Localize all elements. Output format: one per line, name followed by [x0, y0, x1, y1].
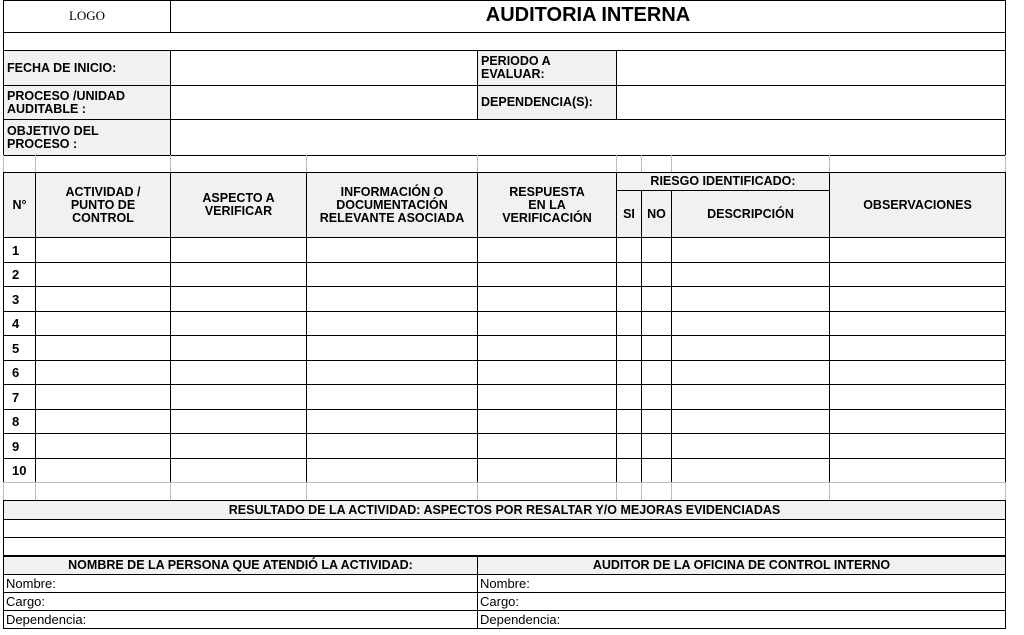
- cell-actividad[interactable]: [35, 360, 171, 385]
- row-num: 3: [3, 286, 36, 312]
- cell-respuesta[interactable]: [477, 360, 617, 385]
- field-objetivo[interactable]: [170, 119, 1006, 156]
- header-si: SI: [616, 190, 642, 238]
- cell-no[interactable]: [641, 311, 672, 336]
- header-aspecto: ASPECTO A VERIFICAR: [170, 172, 307, 238]
- cell-respuesta[interactable]: [477, 237, 617, 263]
- cell-descripcion[interactable]: [671, 384, 830, 410]
- cell-actividad[interactable]: [35, 311, 171, 336]
- cell-no[interactable]: [641, 286, 672, 312]
- cell-informacion[interactable]: [306, 384, 478, 410]
- cell-si[interactable]: [616, 237, 642, 263]
- label-objetivo: OBJETIVO DEL PROCESO :: [3, 119, 171, 156]
- cell-si[interactable]: [616, 384, 642, 410]
- row-num: 2: [3, 262, 36, 287]
- label-dependencia: DEPENDENCIA(S):: [477, 85, 617, 120]
- cell-si[interactable]: [616, 458, 642, 483]
- cell-informacion[interactable]: [306, 458, 478, 483]
- cell-observaciones[interactable]: [829, 433, 1006, 459]
- cell-aspecto[interactable]: [170, 409, 307, 434]
- label-periodo: PERIODO A EVALUAR:: [477, 50, 617, 86]
- field-proceso[interactable]: [170, 85, 478, 120]
- cell-respuesta[interactable]: [477, 335, 617, 361]
- cell-no[interactable]: [641, 384, 672, 410]
- cell-aspecto[interactable]: [170, 311, 307, 336]
- cell-actividad[interactable]: [35, 286, 171, 312]
- cell-informacion[interactable]: [306, 335, 478, 361]
- resultado-title: RESULTADO DE LA ACTIVIDAD: ASPECTOS POR RESALTAR Y/O MEJORAS EVIDENCIADAS: [3, 500, 1006, 520]
- row-num: 6: [3, 360, 36, 385]
- cell-actividad[interactable]: [35, 237, 171, 263]
- audit-form: [3, 0, 1006, 632]
- cell-aspecto[interactable]: [170, 286, 307, 312]
- cell-aspecto[interactable]: [170, 360, 307, 385]
- cell-respuesta[interactable]: [477, 384, 617, 410]
- persona-title: NOMBRE DE LA PERSONA QUE ATENDIÓ LA ACTIVIDAD:: [3, 556, 478, 575]
- cell-respuesta[interactable]: [477, 311, 617, 336]
- cell-informacion[interactable]: [306, 237, 478, 263]
- header-actividad: ACTIVIDAD / PUNTO DE CONTROL: [35, 172, 171, 238]
- cell-descripcion[interactable]: [671, 360, 830, 385]
- cell-actividad[interactable]: [35, 384, 171, 410]
- resultado-field-1[interactable]: [3, 519, 1006, 538]
- cell-observaciones[interactable]: [829, 360, 1006, 385]
- logo-box: [3, 0, 171, 33]
- label-proceso: PROCESO /UNIDAD AUDITABLE :: [3, 85, 171, 120]
- cell-descripcion[interactable]: [671, 335, 830, 361]
- cell-actividad[interactable]: [35, 335, 171, 361]
- cell-aspecto[interactable]: [170, 458, 307, 483]
- cell-no[interactable]: [641, 335, 672, 361]
- cell-no[interactable]: [641, 433, 672, 459]
- cell-informacion[interactable]: [306, 311, 478, 336]
- auditor-cargo[interactable]: Cargo:: [477, 592, 1006, 611]
- row-num: 7: [3, 384, 36, 410]
- header-informacion: INFORMACIÓN O DOCUMENTACIÓN RELEVANTE ASOCIADA: [306, 172, 478, 238]
- row-num: 1: [3, 237, 36, 263]
- row-num: 8: [3, 409, 36, 434]
- cell-respuesta[interactable]: [477, 409, 617, 434]
- title-box: [170, 0, 1006, 33]
- auditor-title: AUDITOR DE LA OFICINA DE CONTROL INTERNO: [477, 556, 1006, 575]
- cell-aspecto[interactable]: [170, 262, 307, 287]
- cell-descripcion[interactable]: [671, 262, 830, 287]
- header-riesgo: RIESGO IDENTIFICADO:: [616, 172, 830, 191]
- cell-observaciones[interactable]: [829, 286, 1006, 312]
- cell-respuesta[interactable]: [477, 286, 617, 312]
- cell-respuesta[interactable]: [477, 433, 617, 459]
- label-fecha-inicio: FECHA DE INICIO:: [3, 50, 171, 86]
- cell-informacion[interactable]: [306, 360, 478, 385]
- cell-informacion[interactable]: [306, 433, 478, 459]
- resultado-field-2[interactable]: [3, 537, 1006, 557]
- logo-text: LOGO: [68, 7, 106, 23]
- cell-descripcion[interactable]: [671, 433, 830, 459]
- cell-actividad[interactable]: [35, 433, 171, 459]
- field-fecha-inicio[interactable]: [170, 50, 478, 86]
- cell-no[interactable]: [641, 360, 672, 385]
- cell-observaciones[interactable]: [829, 409, 1006, 434]
- cell-no[interactable]: [641, 409, 672, 434]
- cell-observaciones[interactable]: [829, 384, 1006, 410]
- row-num: 4: [3, 311, 36, 336]
- cell-no[interactable]: [641, 458, 672, 483]
- cell-descripcion[interactable]: [671, 286, 830, 312]
- cell-si[interactable]: [616, 311, 642, 336]
- auditor-nombre[interactable]: Nombre:: [477, 574, 1006, 593]
- cell-observaciones[interactable]: [829, 237, 1006, 263]
- auditor-dependencia[interactable]: Dependencia:: [477, 610, 1006, 629]
- header-no: NO: [641, 190, 672, 238]
- cell-si[interactable]: [616, 409, 642, 434]
- header-respuesta: RESPUESTA EN LA VERIFICACIÓN: [477, 172, 617, 238]
- cell-si[interactable]: [616, 262, 642, 287]
- cell-descripcion[interactable]: [671, 237, 830, 263]
- field-dependencia[interactable]: [616, 85, 1006, 120]
- cell-si[interactable]: [616, 286, 642, 312]
- cell-observaciones[interactable]: [829, 335, 1006, 361]
- cell-actividad[interactable]: [35, 262, 171, 287]
- cell-informacion[interactable]: [306, 409, 478, 434]
- cell-respuesta[interactable]: [477, 458, 617, 483]
- cell-si[interactable]: [616, 335, 642, 361]
- cell-si[interactable]: [616, 360, 642, 385]
- header-num: N°: [3, 172, 36, 238]
- cell-observaciones[interactable]: [829, 458, 1006, 483]
- cell-observaciones[interactable]: [829, 311, 1006, 336]
- persona-nombre[interactable]: Nombre:: [3, 574, 478, 593]
- cell-no[interactable]: [641, 262, 672, 287]
- cell-actividad[interactable]: [35, 458, 171, 483]
- cell-descripcion[interactable]: [671, 409, 830, 434]
- cell-actividad[interactable]: [35, 409, 171, 434]
- cell-informacion[interactable]: [306, 262, 478, 287]
- row-num: 9: [3, 433, 36, 459]
- cell-observaciones[interactable]: [829, 262, 1006, 287]
- field-periodo[interactable]: [616, 50, 1006, 86]
- cell-aspecto[interactable]: [170, 384, 307, 410]
- spacer-row: [3, 32, 1006, 51]
- cell-no[interactable]: [641, 237, 672, 263]
- cell-si[interactable]: [616, 433, 642, 459]
- persona-cargo[interactable]: Cargo:: [3, 592, 478, 611]
- header-observaciones: OBSERVACIONES: [829, 172, 1006, 238]
- cell-aspecto[interactable]: [170, 433, 307, 459]
- cell-descripcion[interactable]: [671, 458, 830, 483]
- header-descripcion: DESCRIPCIÓN: [671, 190, 830, 238]
- cell-descripcion[interactable]: [671, 311, 830, 336]
- row-num: 5: [3, 335, 36, 361]
- cell-informacion[interactable]: [306, 286, 478, 312]
- cell-respuesta[interactable]: [477, 262, 617, 287]
- persona-dependencia[interactable]: Dependencia:: [3, 610, 478, 629]
- cell-aspecto[interactable]: [170, 335, 307, 361]
- page-title: AUDITORIA INTERNA: [485, 4, 691, 26]
- cell-aspecto[interactable]: [170, 237, 307, 263]
- row-num: 10: [3, 458, 36, 483]
